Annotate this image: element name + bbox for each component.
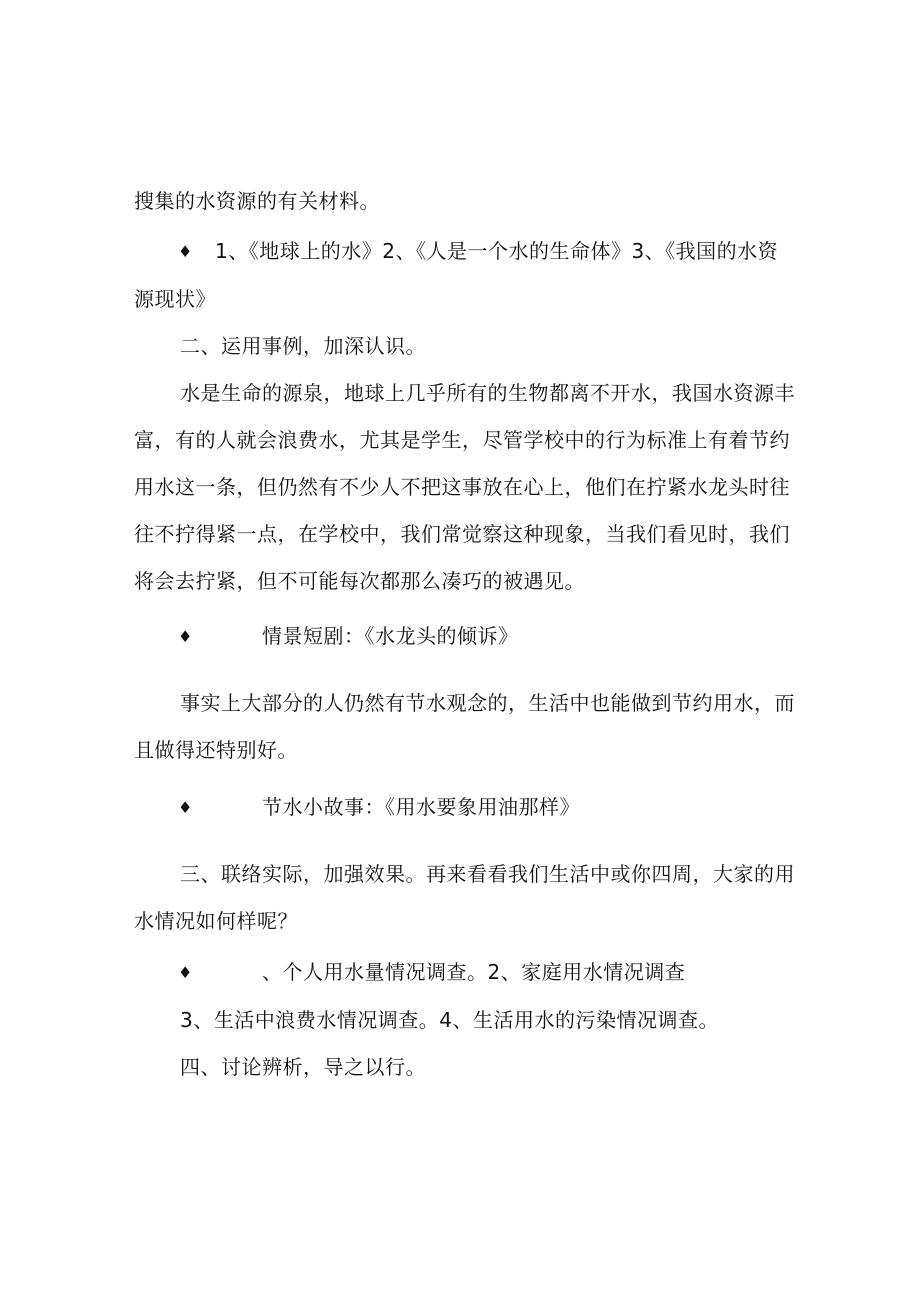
diamond-bullet-icon: ♦ bbox=[178, 242, 193, 261]
skit-title: 情景短剧：《水龙头的倾诉》 bbox=[262, 624, 519, 648]
story-title: 节水小故事：《用水要象用油那样》 bbox=[262, 795, 580, 819]
paragraph-line: 水是生命的源泉，地球上几乎所有的生物都离不开水，我国水资源丰 bbox=[180, 381, 795, 405]
diamond-bullet-icon: ♦ bbox=[178, 963, 193, 982]
section-heading: 四、讨论辨析，导之以行。 bbox=[180, 1055, 426, 1079]
paragraph-line: 搜集的水资源的有关材料。 bbox=[134, 189, 380, 213]
paragraph-line: 用水这一条，但仍然有不少人不把这事放在心上，他们在拧紧水龙头时往 bbox=[134, 475, 790, 499]
section-heading: 二、运用事例，加深认识。 bbox=[180, 334, 426, 358]
paragraph-line: 事实上大部分的人仍然有节水观念的，生活中也能做到节约用水，而 bbox=[180, 691, 795, 715]
paragraph-line: 往不拧得紧一点，在学校中，我们常觉察这种现象，当我们看见时，我们 bbox=[134, 522, 790, 546]
paragraph-line: 将会去拧紧，但不可能每次都那么凑巧的被遇见。 bbox=[134, 569, 585, 593]
survey-list-line: 、个人用水量情况调查。2、家庭用水情况调查 bbox=[262, 960, 686, 984]
diamond-bullet-icon: ♦ bbox=[178, 627, 193, 646]
paragraph-line: 源现状》 bbox=[134, 287, 216, 311]
material-list-line: 1、《地球上的水》2、《人是一个水的生命体》3、《我国的水资 bbox=[215, 239, 779, 263]
survey-list-line: 3、生活中浪费水情况调查。4、生活用水的污染情况调查。 bbox=[180, 1008, 719, 1032]
paragraph-line: 富，有的人就会浪费水，尤其是学生，尽管学校中的行为标准上有着节约 bbox=[134, 428, 790, 452]
section-heading: 三、联络实际，加强效果。再来看看我们生活中或你四周，大家的用 bbox=[180, 862, 795, 886]
paragraph-line: 水情况如何样呢？ bbox=[134, 909, 298, 933]
paragraph-line: 且做得还特别好。 bbox=[134, 738, 298, 762]
diamond-bullet-icon: ♦ bbox=[178, 798, 193, 817]
